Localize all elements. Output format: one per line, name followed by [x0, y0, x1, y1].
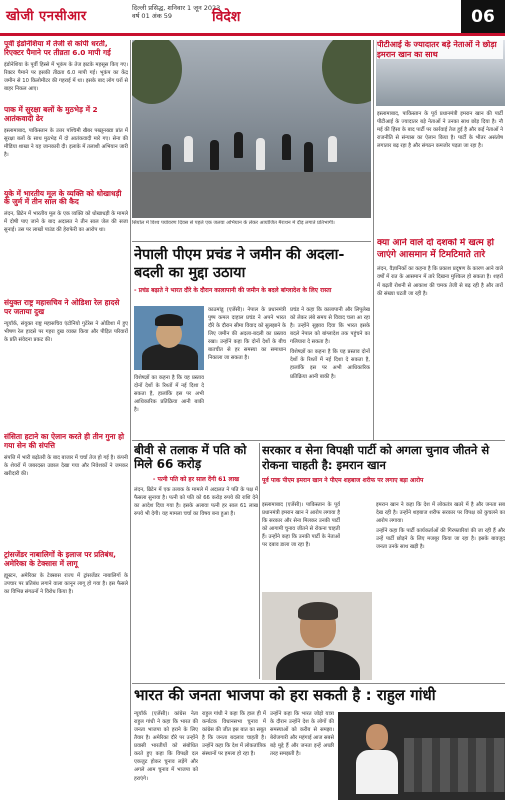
- headline-imran: सरकार व सेना विपक्षी पार्टी को अगला चुनाव जीतने से रोकना चाहती है: इमरान खान: [262, 443, 490, 472]
- body-pti: इस्लामाबाद, पाकिस्तान के पूर्व प्रधानमंत्री इमरान खान की पार्टी पीटीआई के ज्यादातर बड़े नेताओं ने उनका साथ छोड़ दिया है। नौ मई की हिंसा के बाद पार्टी पर कार्रवाई तेज हुई है और कई नेताओं ने राजनीति से संन्यास का ऐलान किया है। पार्टी के भीतर असंतोष लगातार बढ़ रहा है और संगठन कमजोर पड़ता जा रहा है।: [377, 111, 503, 150]
- headline-indonesia-quake: पूर्वी इंडोनेशिया में तेजी से कांपी धरती, रिएक्टर पैमाने पर तीव्रता 6.0 मापी गई: [4, 40, 111, 57]
- runner-figure: [234, 132, 243, 158]
- marathon-caption: सियोल में विश्व पर्यावरण दिवस से पहले एक जलवा अभियान के लेकर आयोजित मैराथन में दौड़ लगाते प्रतिभागी।: [132, 220, 335, 226]
- rule-mid: [132, 440, 505, 441]
- headline-nepal: नेपाली पीएम प्रचंड ने जमीन की अदला-बदली का मुद्दा उठाया: [134, 247, 345, 282]
- body-divorce: लंदन, ब्रिटेन में एक तलाक के मामले में अदालत ने पति के पक्ष में फैसला सुनाया है। पत्नी को पति को 66 करोड़ रुपये की राशि देने का आदेश दिया गया है। इसके अलावा पत्नी हर साल 61 लाख रुपये भी देगी। यह मामला चर्चा का विषय बना हुआ है।: [134, 486, 258, 517]
- nepal-story: [134, 246, 370, 436]
- dateline-date: दिल्ली प्रसिद्ध, शनिवार 1 जून 2023: [132, 4, 221, 12]
- body-imran-3: उन्होंने कहा कि पार्टी कार्यकर्ताओं की गिरफ्तारियां की जा रही हैं और उन्हें पार्टी छोड़ने के लिए मजबूर किया जा रहा है। इसके बावजूद जनता उनके साथ खड़ी है।: [376, 528, 505, 551]
- rule-lower: [132, 683, 505, 684]
- dateline: [132, 4, 220, 21]
- runner-figure: [210, 140, 219, 170]
- nepal-col-2: [290, 306, 370, 434]
- body-un-odisha: न्यूयॉर्क, संयुक्त राष्ट्र महासचिव एंटोनियो गुटेरेस ने ओडिशा में हुए भीषण रेल हादसे पर गहरा दुख व्यक्त किया और पीड़ित परिवारों के प्रति संवेदना प्रकट की।: [4, 321, 128, 344]
- rule-divorce: [259, 443, 260, 679]
- runner-figure: [184, 136, 193, 162]
- body-rahul-1: न्यूयॉर्क (एजेंसी)। कांग्रेस नेता राहुल गांधी ने कहा कि भारत की जनता भाजपा को हराने के लिए तैयार है। अमेरिका दौरे पर उन्होंने प्रवासी भारतीयों को संबोधित करते हुए कहा कि विपक्षी दल एकजुट होकर चुनाव लड़ेंगे और अगले आम चुनाव में भाजपा को हराएंगे।: [134, 711, 198, 782]
- body-wealth-triples: संपत्ति में भारी बढ़ोतरी के बाद बाजार में चर्चा तेज हो गई है। कंपनी के शेयरों में जबरदस्त उछाल देखा गया और निवेशकों ने जमकर खरीदारी की।: [4, 454, 128, 477]
- subhead-divorce: - पत्नी पति को हर साल देंगी 61 लाख: [152, 475, 240, 483]
- headline-rahul: भारत की जनता भाजपा को हरा सकती है : राहुल गांधी: [134, 686, 436, 704]
- imran-photo: [262, 592, 372, 680]
- headline-divorce: बीवी से तलाक में पति को मिले 66 करोड़: [134, 443, 247, 472]
- nepal-col-1: [208, 306, 286, 434]
- page-header: [0, 0, 505, 36]
- left-column: [4, 40, 128, 760]
- headline-pak-encounter: पाक में सुरक्षा बलों के मुठभेड़ में 2 आतंकवादी ढेर: [4, 104, 98, 123]
- runner-figure: [328, 136, 337, 162]
- page-number: 06: [461, 0, 505, 33]
- body-texas-ban: ह्यूस्टन, अमेरिका के टेक्सास राज्य में ट्रांसजेंडर नाबालिगों के उपचार पर प्रतिबंध लगाने वाला कानून लागू हो गया है। इस फैसले का विभिन्न संगठनों ने विरोध किया है।: [4, 572, 128, 595]
- dateline-issue: वर्ष 01 अंक 59: [132, 12, 173, 21]
- body-nepal-1: काठमांडू (एजेंसी)। नेपाल के प्रधानमंत्री पुष्प कमल दाहाल प्रचंड ने अपने भारत दौरे के दौरान सीमा विवाद को सुलझाने के लिए जमीन की अदला-बदली का प्रस्ताव रखा। उन्होंने कहा कि दोनों देशों के बीच बातचीत से हर समस्या का समाधान निकाला जा सकता है।: [208, 307, 286, 362]
- headline-pti: पीटीआई के ज्यादातर बड़े नेताओं ने छोड़ा इमरान खान का साथ: [377, 40, 503, 59]
- body-imran-1: इस्लामाबाद (एजेंसी)। पाकिस्तान के पूर्व प्रधानमंत्री इमरान खान ने आरोप लगाया है कि सरकार और सेना मिलकर उनकी पार्टी को आगामी चुनाव जीतने से रोकना चाहती हैं। उन्होंने कहा कि उनकी पार्टी के नेताओं पर दबाव डाला जा रहा है।: [262, 502, 340, 549]
- pti-story: [377, 40, 503, 270]
- runner-figure: [162, 144, 171, 170]
- subhead-nepal: - प्रचंड बढ़ाते ने भारत दौरे के दौरान कालापानी की जमीन के बदले बांग्लादेश के लिए रास्ता: [134, 287, 332, 295]
- runner-figure: [256, 138, 265, 170]
- stars-story: [377, 238, 503, 438]
- column-rule-left: [130, 40, 131, 756]
- imran-col-1: [262, 501, 340, 589]
- body-uk-fraud: लंदन, ब्रिटेन में भारतीय मूल के एक व्यक्ति को धोखाधड़ी के मामले में दोषी पाए जाने के बाद अदालत ने तीन साल जेल की सजा सुनाई। उस पर लाखों पाउंड की हेराफेरी का आरोप था।: [4, 211, 128, 234]
- body-imran-2: इमरान खान ने कहा कि देश में लोकतंत्र खतरे में है और जनता सब देख रही है। उन्होंने शहबाज शरीफ सरकार पर विपक्ष को कुचलने का आरोप लगाया।: [376, 502, 505, 525]
- imran-col-2: [376, 501, 505, 681]
- body-rahul-3: उन्होंने कहा कि भारत जोड़ो यात्रा के दौरान उन्होंने देश के लोगों की समस्याओं को करीब से समझा। बेरोजगारी और महंगाई आज सबसे बड़े मुद्दे हैं और जनता इन्हें अच्छी तरह समझती है।: [270, 711, 334, 758]
- body-nepal-1-cont: विशेषज्ञों का कहना है कि यह प्रस्ताव दोनों देशों के रिश्तों में नई दिशा दे सकता है, हालांकि इस पर अभी आधिकारिक प्रतिक्रिया आनी बाकी है।: [134, 375, 204, 414]
- rule-under-photo: [132, 241, 371, 242]
- headline-texas-ban: ट्रांसजेंडर नाबालिगों के इलाज पर प्रतिबंध, अमेरिका के टेक्सास में लागू: [4, 549, 116, 568]
- divorce-story: [134, 443, 258, 679]
- masthead-brand: खोजी एनसीआर: [6, 9, 87, 24]
- subhead-imran: पूर्व पाक पीएम इमरान खान ने पीएम शहबाज शरीफ पर लगाए बड़ा आरोप: [262, 476, 424, 484]
- body-rahul-2: राहुल गांधी ने कहा कि हाल ही में कर्नाटक विधानसभा चुनाव में कांग्रेस की जीत इस बात का सबूत है कि जनता बदलाव चाहती है। उन्होंने कहा कि देश में लोकतांत्रिक संस्थानों पर हमला हो रहा है।: [202, 711, 266, 758]
- rahul-col-2: [202, 710, 266, 800]
- headline-uk-fraud: यूके में भारतीय मूल के व्यक्ति को धोखाधड़ी के जुर्म में तीन साल की कैद: [4, 188, 122, 207]
- column-rule-right: [373, 40, 374, 440]
- prachanda-photo: [134, 306, 204, 370]
- body-indonesia-quake: इंडोनेशिया के पूर्वी हिस्से में भूकंप के तेज झटके महसूस किए गए। रिक्टर पैमाने पर इसकी तीव्रता 6.0 मापी गई। भूकंप का केंद्र जमीन से 10 किलोमीटर की गहराई में था। इसके बाद लोग घरों से बाहर निकल आए।: [4, 61, 128, 92]
- headline-wealth-triples: संसिता हटाने का ऐलान करते ही तीन गुना हो गया सेन की संपत्ति: [4, 432, 124, 450]
- marathon-caption-box: [132, 220, 371, 240]
- section-title: विदेश: [212, 9, 241, 25]
- body-nepal-3: विशेषज्ञों का कहना है कि यह प्रस्ताव दोनों देशों के रिश्तों में नई दिशा दे सकता है, हालांकि इस पर अभी आधिकारिक प्रतिक्रिया आनी बाकी है।: [290, 349, 370, 380]
- rahul-col-3: [270, 710, 334, 800]
- runner-figure: [282, 134, 291, 160]
- body-nepal-2: प्रचंड ने कहा कि कालापानी और लिपुलेख को लेकर लंबे समय से विवाद चला आ रहा है। उन्होंने सुझाव दिया कि भारत इसके बदले नेपाल को बांग्लादेश तक पहुंचने का गलियारा दे सकता है।: [290, 307, 370, 346]
- runner-figure: [304, 142, 313, 172]
- marathon-photo: [132, 40, 371, 218]
- headline-stars: क्या आने वाले दो दशकों में खत्म हो जाएंगे आसमान में टिमटिमाते तारे: [377, 238, 494, 260]
- rahul-col-1: [134, 710, 198, 800]
- headline-un-odisha: संयुक्त राष्ट्र महासचिव ने ओडिशा रेल हादसे पर जताया दुख: [4, 298, 120, 317]
- body-pak-encounter: इस्लामाबाद, पाकिस्तान के उत्तर पश्चिमी खैबर पख्तूनख्वा प्रांत में सुरक्षा बलों के साथ मुठभेड़ में दो आतंकवादी मारे गए। सेना की मीडिया शाखा ने यह जानकारी दी। इलाके में तलाशी अभियान जारी है।: [4, 127, 128, 158]
- body-stars: लंदन, वैज्ञानिकों का कहना है कि प्रकाश प्रदूषण के कारण आने वाले वर्षों में रात के आसमान में तारे दिखना मुश्किल हो सकता है। शहरों में बढ़ती रोशनी से आकाश की चमक तेजी से बढ़ रही है और तारों की संख्या घटती जा रही है।: [377, 266, 503, 297]
- nepal-col-0: [134, 374, 204, 434]
- rahul-photo: [338, 712, 505, 800]
